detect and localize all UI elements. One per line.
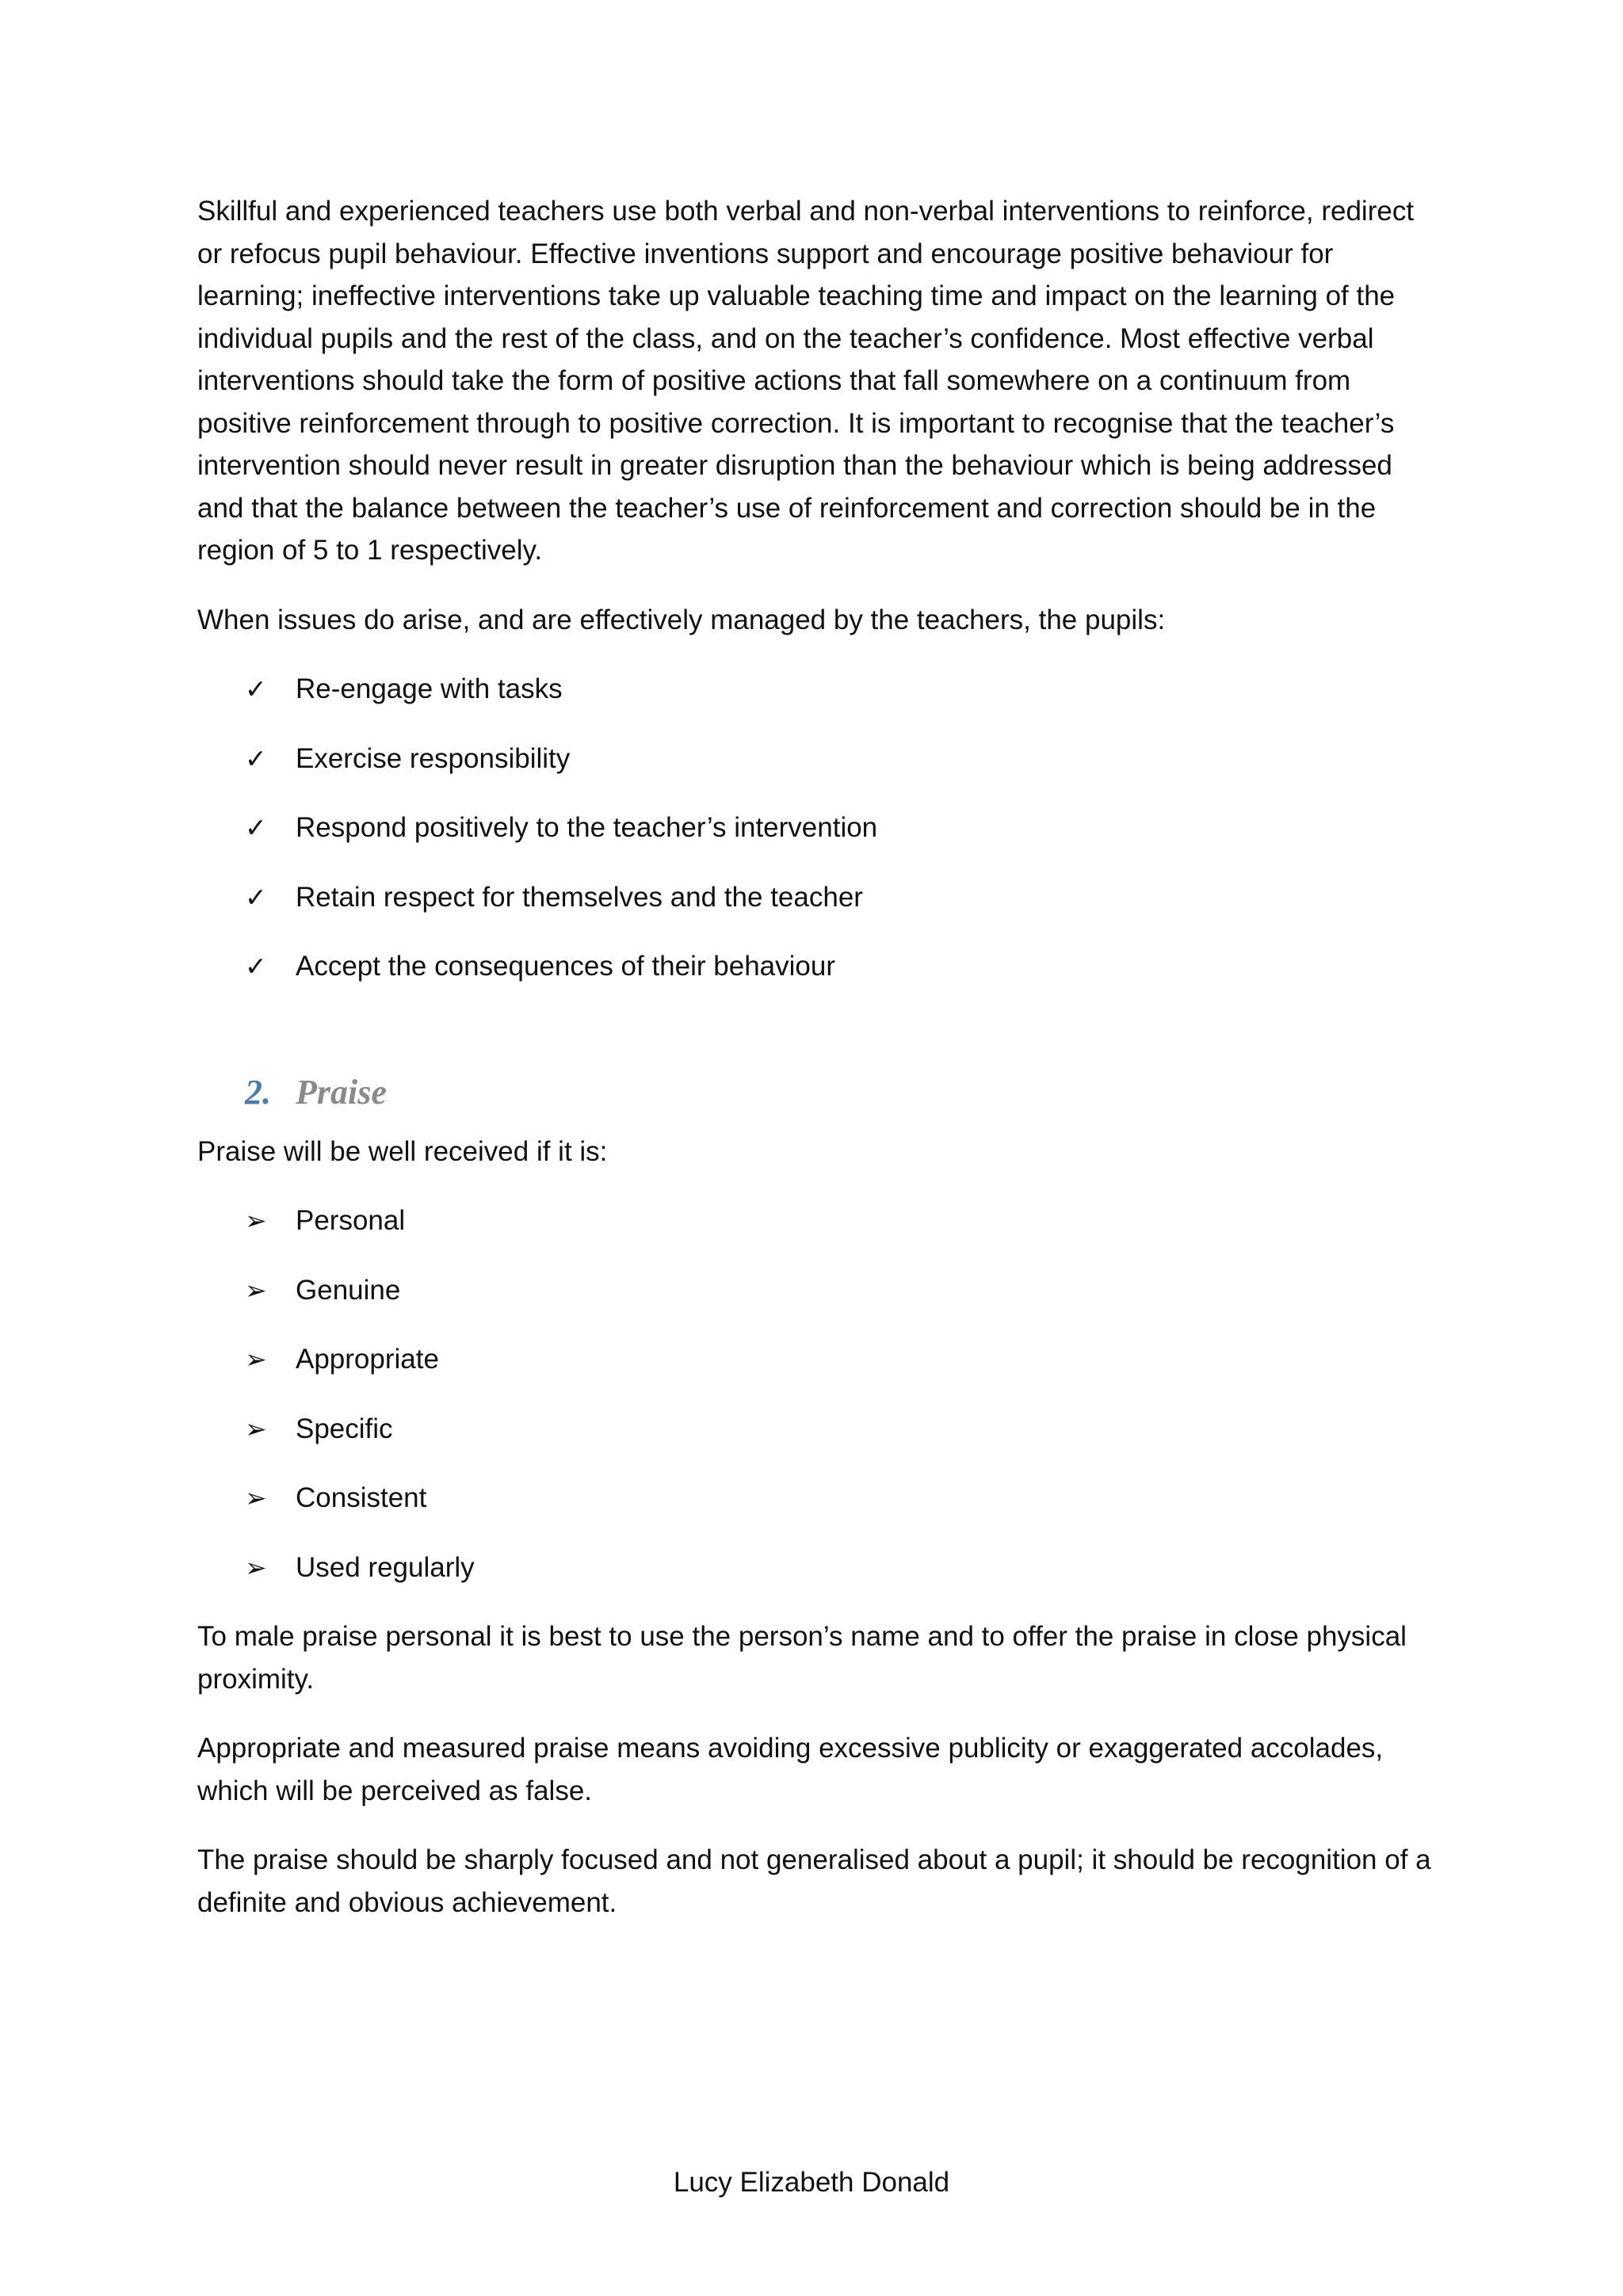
list-item-text: Respond positively to the teacher’s intervention [296, 812, 878, 843]
list-item [197, 807, 1434, 849]
list-item-text: Re-engage with tasks [296, 673, 563, 704]
list-item [197, 876, 1434, 919]
list-item-text: Personal [296, 1205, 406, 1236]
check-icon: ✓ [245, 951, 267, 982]
list-item-text: Specific [296, 1413, 393, 1444]
section-number: 2. [245, 1072, 271, 1112]
check-icon: ✓ [245, 742, 267, 774]
praise-paragraph: To male praise personal it is best to use the person’s name and to offer the praise in close physical proximity. [197, 1621, 1407, 1695]
list-item [197, 1269, 1434, 1312]
list-item-text: Retain respect for themselves and the teacher [296, 881, 863, 913]
list-item [197, 738, 1434, 780]
arrow-bullet-icon: ➢ [245, 1413, 267, 1444]
list-item [197, 668, 1434, 711]
list-item [197, 1408, 1434, 1451]
arrow-bullet-icon: ➢ [245, 1551, 267, 1583]
arrow-bullet-icon: ➢ [245, 1205, 267, 1236]
page-content [197, 190, 1434, 1924]
list-item-text: Used regularly [296, 1551, 475, 1583]
list-item-text: Genuine [296, 1274, 401, 1306]
list-item [197, 1547, 1434, 1589]
list-item [197, 945, 1434, 988]
issues-list [197, 668, 1434, 988]
arrow-bullet-icon: ➢ [245, 1482, 267, 1513]
list-item [197, 1477, 1434, 1520]
arrow-bullet-icon: ➢ [245, 1274, 267, 1306]
intro-paragraph: Skillful and experienced teachers use both verbal and non-verbal interventions to reinforce, redirect or refocus pupil behaviour. Effective inventions support and encourage positive behaviour for learning; ineffective interventions take up valuable teaching time and impact on the learning of the individual pupils and the rest of the class, and on the teacher’s confidence. Most effective verbal interventions should take the form of positive actions that fall somewhere on a continuum from positive reinforcement through to positive correction. It is important to recognise that the teacher’s intervention should never result in greater disruption than the behaviour which is being addressed and that the balance between the teacher’s use of reinforcement and correction should be in the region of 5 to 1 respectively. [197, 196, 1415, 566]
section-heading [197, 1061, 1434, 1124]
list-item [197, 1199, 1434, 1242]
check-icon: ✓ [245, 812, 267, 843]
list-item-text: Appropriate [296, 1344, 439, 1375]
arrow-bullet-icon: ➢ [245, 1344, 267, 1375]
praise-intro: Praise will be well received if it is: [197, 1135, 608, 1167]
check-icon: ✓ [245, 673, 267, 704]
page-footer: Lucy Elizabeth Donald [673, 2167, 950, 2198]
list-item [197, 1338, 1434, 1381]
section-title: Praise [296, 1072, 387, 1112]
issues-intro: When issues do arise, and are effectively managed by the teachers, the pupils: [197, 604, 1166, 635]
check-icon: ✓ [245, 881, 267, 913]
praise-list [197, 1199, 1434, 1589]
list-item-text: Exercise responsibility [296, 742, 571, 774]
list-item-text: Consistent [296, 1482, 427, 1513]
list-item-text: Accept the consequences of their behaviour [296, 951, 835, 982]
praise-paragraph: The praise should be sharply focused and not generalised about a pupil; it should be recognition of a definite and obvious achievement. [197, 1844, 1431, 1918]
praise-paragraph: Appropriate and measured praise means avoiding excessive publicity or exaggerated accolades, which will be perceived as false. [197, 1733, 1384, 1806]
